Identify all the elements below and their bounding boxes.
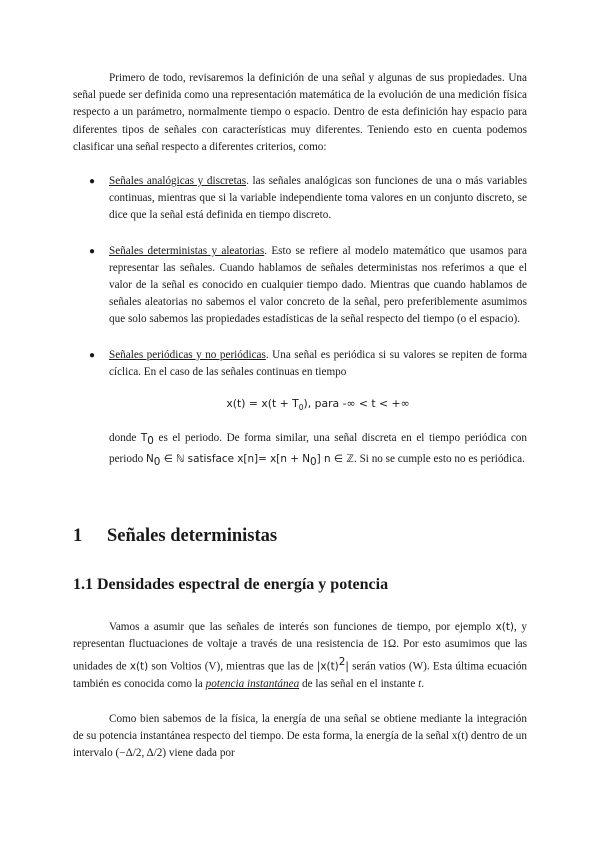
bullet-icon: ● — [89, 176, 96, 188]
bullet-title: Señales analógicas y discretas — [109, 175, 247, 188]
bullet-title: Señales periódicas y no periódicas — [109, 348, 266, 361]
subsection-heading: 1.1 Densidades espectral de energía y potencia — [73, 576, 389, 594]
signal-types-list — [73, 173, 527, 471]
bullet-icon: ● — [89, 349, 96, 361]
energy-power-paragraph: Vamos a asumir que las señales de interés son funciones de tiempo, por ejemplo x(t), y representan fluctuaciones de voltaje a través de una resistencia de 1Ω. Por esto asumimos que las unidades de x(t) son Voltios (V), mientras que las de $|x(t)^2|$ serán vatios (W). Esta última ecuación también es conocida como la potencia instantánea de las señal en el instante t. — [73, 621, 528, 690]
section-heading: 1 Señales deterministas — [73, 526, 278, 547]
periodic-explanation: donde $T_0$ es el periodo. De forma similar, una señal discreta en el tiempo periódica con periodo $N_0$ ∈ ℕ satisface $x[n]= x[n + N_0]$ n ∈ ℤ. Si no se cumple esto no es periódica. — [109, 432, 527, 469]
list-item-periodic — [73, 347, 527, 472]
bullet-icon: ● — [89, 245, 96, 257]
bullet-text: . Una señal es periódica si su valores se repiten de forma cíclica. En el caso de las señales continuas en tiempo — [109, 348, 528, 378]
intro-paragraph: Primero de todo, revisaremos la definición de una señal y algunas de sus propiedades. Una señal puede ser definida como una representación matemática de la evolución de una medición física respecto a un parámetro, normalmente tiempo o espacio. Dentro de esta definición hay espacio para diferentes tipos de señales con características muy diferentes. Teniendo esto en cuenta podemos clasificar una señal respecto a diferentes criterios, como: — [73, 72, 527, 153]
periodicity-equation: $x(t) = x(t + T_0)$, para -∞ < t < +∞ — [226, 397, 410, 413]
energy-integration-paragraph: Como bien sabemos de la física, la energía de una señal se obtiene mediante la integración de su potencia instantánea respecto del tiempo. De esta forma, la energía de la señal x(t) dentro de un intervalo (−Δ/2, Δ/2) viene dada por — [73, 712, 527, 760]
list-item-deterministic-random — [73, 243, 527, 329]
document-page — [73, 70, 527, 762]
bullet-text: . las señales analógicas son funciones de una o más variables continuas, mientras que si la variable independiente toma valores en un conjunto discreto, se dice que la señal está definida en tiempo discreto. — [109, 175, 527, 222]
bullet-text: . Esto se refiere al modelo matemático que usamos para representar las señales. Cuando hablamos de señales deterministas nos referimos a que el valor de la señal es conocido en cualquier tiempo dado. Mientras que cuando hablamos de señales aleatorias no sabemos el valor concreto de la señal, pero preferiblemente asumimos que solo sabemos las propiedades estadísticas de la señal respecto del tiempo (o el espacio). — [109, 244, 527, 326]
bullet-title: Señales deterministas y aleatorias — [109, 244, 265, 257]
list-item-analog-discrete — [73, 173, 527, 225]
